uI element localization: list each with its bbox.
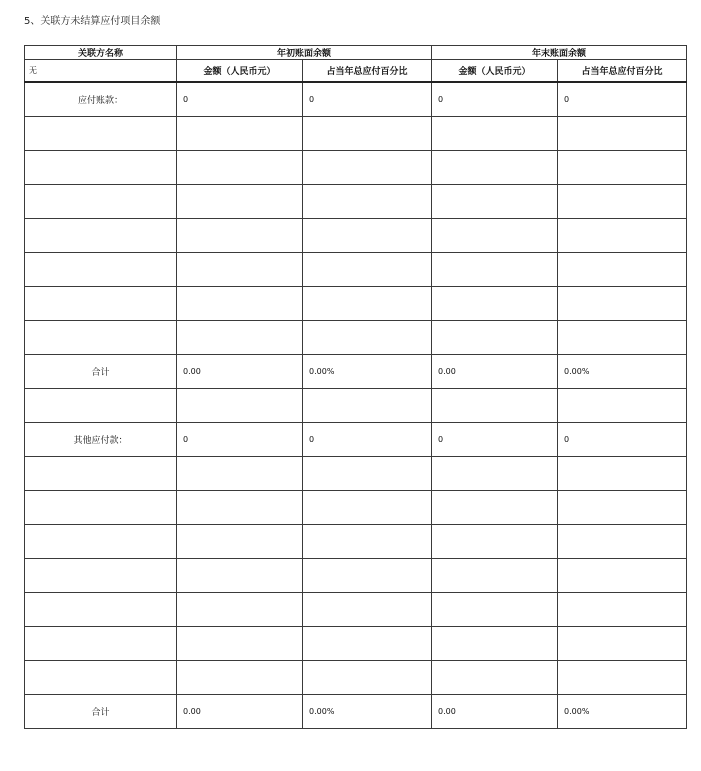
other-payables-opening-ratio: 0 bbox=[303, 423, 432, 457]
other-payables-total-closing-ratio: 0.00% bbox=[558, 695, 687, 729]
table-row bbox=[25, 423, 687, 457]
table-row bbox=[25, 82, 687, 117]
table-row bbox=[25, 559, 687, 593]
other-payables-label: 其他应付款： bbox=[25, 423, 177, 457]
header-opening-balance: 年初账面余额 bbox=[177, 46, 432, 60]
table-row bbox=[25, 525, 687, 559]
table-row bbox=[25, 219, 687, 253]
table-row bbox=[25, 627, 687, 661]
header-closing-balance: 年末账面余额 bbox=[432, 46, 687, 60]
other-payables-opening-amount: 0 bbox=[177, 423, 303, 457]
table-row bbox=[25, 491, 687, 525]
payables-total-label: 合计 bbox=[25, 355, 177, 389]
table-row bbox=[25, 253, 687, 287]
header-none: 无 bbox=[25, 60, 177, 83]
table-row bbox=[25, 321, 687, 355]
header-row-1 bbox=[25, 46, 687, 60]
table-row bbox=[25, 593, 687, 627]
table-row bbox=[25, 151, 687, 185]
payables-total-row bbox=[25, 355, 687, 389]
other-payables-total-closing-amount: 0.00 bbox=[432, 695, 558, 729]
header-opening-ratio: 占当年总应付百分比 bbox=[303, 60, 432, 83]
payables-total-opening-ratio: 0.00% bbox=[303, 355, 432, 389]
payables-total-closing-ratio: 0.00% bbox=[558, 355, 687, 389]
header-row-2 bbox=[25, 60, 687, 83]
other-payables-closing-amount: 0 bbox=[432, 423, 558, 457]
header-closing-ratio: 占当年总应付百分比 bbox=[558, 60, 687, 83]
table-row bbox=[25, 185, 687, 219]
table-row bbox=[25, 457, 687, 491]
other-payables-total-opening-amount: 0.00 bbox=[177, 695, 303, 729]
table-row bbox=[25, 389, 687, 423]
payables-opening-amount: 0 bbox=[177, 82, 303, 117]
payables-closing-ratio: 0 bbox=[558, 82, 687, 117]
related-party-payables-table bbox=[24, 45, 687, 729]
other-payables-total-label: 合计 bbox=[25, 695, 177, 729]
table-row bbox=[25, 287, 687, 321]
other-payables-closing-ratio: 0 bbox=[558, 423, 687, 457]
payables-label: 应付账款： bbox=[25, 82, 177, 117]
payables-closing-amount: 0 bbox=[432, 82, 558, 117]
other-payables-total-opening-ratio: 0.00% bbox=[303, 695, 432, 729]
section-heading: 5、关联方未结算应付项目余额 bbox=[24, 16, 161, 27]
header-party-name: 关联方名称 bbox=[25, 46, 177, 60]
table-row bbox=[25, 117, 687, 151]
payables-opening-ratio: 0 bbox=[303, 82, 432, 117]
other-payables-total-row bbox=[25, 695, 687, 729]
payables-total-opening-amount: 0.00 bbox=[177, 355, 303, 389]
payables-total-closing-amount: 0.00 bbox=[432, 355, 558, 389]
header-closing-amount: 金额（人民币元） bbox=[432, 60, 558, 83]
header-opening-amount: 金额（人民币元） bbox=[177, 60, 303, 83]
table-row bbox=[25, 661, 687, 695]
